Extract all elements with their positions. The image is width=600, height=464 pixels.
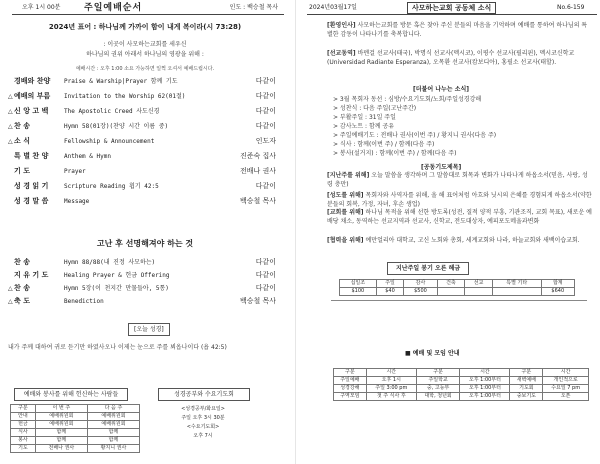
standing-mark-icon: △ xyxy=(8,123,13,130)
order-content: Healing Prayer & 헌금 Offering xyxy=(64,272,170,279)
servers-header-cell: 다 음 주 xyxy=(87,405,139,413)
prayer-text: 예만얼리아 대학교, 고신 노회와 총회, 세계교회와 나라, 하늘교회와 새백이습교회. xyxy=(365,237,580,244)
offering-header-cell: 선교 xyxy=(465,280,493,288)
share-item: > 3월 목회자 동선 : 심방/수요기도회/노회/주일성경강해 xyxy=(333,96,482,103)
order-row xyxy=(8,181,276,192)
prayer-head: [교회를 위해] xyxy=(327,209,364,216)
prayer-title: [공동기도제목] xyxy=(421,164,462,171)
offering-value-cell xyxy=(492,288,541,296)
prayer-item xyxy=(327,191,593,209)
share-item: > 감사노트 : 함께 공유 xyxy=(333,123,395,130)
verse-text: 내가 주께 대하여 귀로 듣기만 하였사오나 이제는 눈으로 주를 뵈옵나이다 (욥 42:5) xyxy=(8,344,227,351)
order-leader: 다같이 xyxy=(255,107,276,115)
order-title: 주일예배순서 xyxy=(84,3,143,13)
schedule-cell: 오후 1시 xyxy=(366,377,416,385)
order-leader: 다같이 xyxy=(255,258,276,266)
servers-cell: 황지니 권사 xyxy=(87,445,139,453)
welcome-head: [환영인사] xyxy=(327,22,356,29)
prayer-text: 오늘 말씀을 생각하며 그 말씀대로 회목과 변화가 나타나게 하옵소서(믿음, 사랑, 성령 충만) xyxy=(327,172,588,188)
servers-cell: 안내 xyxy=(11,413,36,421)
share-item: > 봉사(설거지) : 함께(이번 주) / 함께(다음 주) xyxy=(333,150,457,157)
servers-table xyxy=(10,404,140,453)
order-label: 지 유 기 도 xyxy=(14,271,49,279)
servers-row xyxy=(11,437,140,445)
prayer-head: [성도를 위해] xyxy=(327,192,364,199)
prayer-item xyxy=(327,236,593,245)
welcome-text: 사모하는교회를 방문 혹은 찾아 주신 분들의 마음을 기억하며 예배를 통하여 하나님의 특별한 감동이 나타나기를 축복합니다. xyxy=(327,22,588,38)
header-rule xyxy=(12,14,284,15)
order-label: 경배와 찬양 xyxy=(14,77,51,85)
offering-rule xyxy=(331,300,587,301)
servers-cell: 예배위원회 xyxy=(35,413,87,421)
servers-row xyxy=(11,413,140,421)
order-label: 신 앙 고 백 xyxy=(14,107,49,115)
service-time: 오후 1시 00분 xyxy=(22,4,61,11)
order-content: Hymn 5장(이 천지간 만물들아, 5통) xyxy=(64,285,169,292)
wednesday-prayer-label: <수요기도회> xyxy=(186,424,220,430)
standing-mark-icon: △ xyxy=(8,285,13,292)
order-content: Invitation to the Worship 62(01절) xyxy=(64,93,186,100)
order-leader: 다같이 xyxy=(255,77,276,85)
section2-title: 고난 후 선명해져야 하는 것 xyxy=(96,239,194,248)
mission-head: [선교동역] xyxy=(327,50,356,57)
prayer-head: [지난주를 위해] xyxy=(327,172,370,179)
wednesday-prayer-time: 오후 7시 xyxy=(193,433,213,439)
schedule-title-text: 예배 및 모임 안내 xyxy=(412,350,460,357)
share-item: > 식사 : 함께(이번 주) / 함께(다음 주) xyxy=(333,141,435,148)
offering-header-cell: 건축 xyxy=(437,280,465,288)
offering-value-cell: $500 xyxy=(404,288,437,296)
news-header xyxy=(303,2,600,14)
schedule-cell: 기도회 xyxy=(510,385,543,393)
order-content: Benediction xyxy=(64,298,104,305)
standing-mark-icon: △ xyxy=(8,108,13,115)
schedule-row xyxy=(334,377,589,385)
order-row xyxy=(8,166,276,177)
welcome-paragraph xyxy=(327,21,593,39)
right-page xyxy=(303,0,600,464)
offering-value-cell xyxy=(465,288,493,296)
standing-mark-icon: △ xyxy=(8,298,13,305)
servers-cell: 전배나 권사 xyxy=(35,445,87,453)
servers-row xyxy=(11,429,140,437)
offering-header-cell: 특별 기타 xyxy=(492,280,541,288)
order-label: 기 도 xyxy=(14,167,30,175)
schedule-header-cell: 구분 xyxy=(510,369,543,377)
offering-header-cell: 십일조 xyxy=(340,280,377,288)
order-row xyxy=(8,121,276,132)
order-content: Scripture Reading 휩기 42:5 xyxy=(64,183,159,190)
news-title: 사모하는교회 공동체 소식 xyxy=(407,2,496,14)
mission-text: 바멘걸 선교사(태국), 박명식 선교사(멕시코), 이평수 선교사(필리핀), 멕시코신학교(Universidad Radiante Esperanza), 오목환 선교사(캄보디아), 홍필소 선교사(태할). xyxy=(327,50,575,66)
schedule-row xyxy=(334,393,589,401)
servers-cell: 헌금 xyxy=(11,421,36,429)
share-item: > 주일예배기도 : 전배나 권사(이번 주) / 황지니 권사(다음 주) xyxy=(333,132,497,139)
order-row xyxy=(8,136,276,147)
schedule-header-cell: 시간 xyxy=(543,369,589,377)
schedule-cell: 주일예배 xyxy=(334,377,367,385)
order-header xyxy=(12,2,284,14)
order-row xyxy=(8,151,276,162)
servers-cell: 함께 xyxy=(35,437,87,445)
order-leader: 백승철 목사 xyxy=(239,297,276,305)
order-leader: 다같이 xyxy=(255,122,276,130)
schedule-cell: 오픈 xyxy=(543,393,589,401)
servers-cell: 함께 xyxy=(87,437,139,445)
servers-cell: 예배위원회 xyxy=(87,413,139,421)
schedule-title xyxy=(405,348,460,357)
offering-value-cell xyxy=(437,288,465,296)
schedule-cell: 오후 1:00부터 xyxy=(460,377,510,385)
order-label: 찬 송 xyxy=(14,122,30,130)
prayer-item xyxy=(327,208,593,226)
offering-value-cell: $40 xyxy=(376,288,404,296)
order-leader: 인도자 xyxy=(255,137,276,145)
offering-title: 지난주일 봉기 오른 헤금 xyxy=(387,262,469,275)
order-content: Praise & Warship|Prayer 함께 기도 xyxy=(64,78,178,85)
offering-header-cell: 합계 xyxy=(541,280,574,288)
schedule-cell: 중, 고등부 xyxy=(416,385,460,393)
prayer-meeting-info xyxy=(158,405,248,441)
order-label: 소 식 xyxy=(14,137,30,145)
order-row xyxy=(8,196,276,207)
servers-cell: 봉사 xyxy=(11,437,36,445)
order-content: Message xyxy=(64,198,90,205)
schedule-header-cell: 구분 xyxy=(416,369,460,377)
page-fold xyxy=(295,0,296,464)
servers-cell: 함께 xyxy=(35,429,87,437)
prayer-item xyxy=(327,171,593,189)
news-header-rule xyxy=(307,14,597,15)
offering-value-cell: $100 xyxy=(340,288,377,296)
schedule-header-cell: 시간 xyxy=(460,369,510,377)
prayer-meeting-title: 성경공부와 수요기도회 xyxy=(158,388,250,401)
order-row xyxy=(8,91,276,102)
schedule-header-cell: 구분 xyxy=(334,369,367,377)
schedule-table xyxy=(333,368,589,401)
servers-cell: 예배위원회 xyxy=(35,421,87,429)
order-label: 예배의 부름 xyxy=(14,92,51,100)
servers-row xyxy=(11,421,140,429)
schedule-header-cell: 시간 xyxy=(366,369,416,377)
servers-header-cell: 구분 xyxy=(11,405,36,413)
order-label: 찬 송 xyxy=(14,258,30,266)
order-row xyxy=(8,76,276,87)
order-content: The Apostolic Creed 사도신경 xyxy=(64,108,160,115)
order-leader: 전배나 권사 xyxy=(239,167,276,175)
schedule-bullet-icon: ■ xyxy=(405,350,413,357)
schedule-cell: 오후 1:00부터 xyxy=(460,385,510,393)
prayer-text: 하나님 목적을 위해 선한 방도록(성전, 질적 양적 부흥, 기관조직, 교회 목표), 새로운 예배당 채소, 동역하는 선교지역과 선교사, 신학교, 전도대상자, 예피포도메울과변화 xyxy=(327,209,592,225)
order-label: 찬 송 xyxy=(14,284,30,292)
schedule-cell: 대학, 청년회 xyxy=(416,393,460,401)
order-content: Anthem & Hymn xyxy=(64,153,111,160)
prayer-head: [협력을 위해] xyxy=(327,237,364,244)
order-leader: 다같이 xyxy=(255,182,276,190)
schedule-cell: 수요일 7 pm xyxy=(543,385,589,393)
servers-title: 예배와 봉사를 위해 헌신하는 사람들 xyxy=(14,388,128,401)
offering-header-cell: 주일 xyxy=(376,280,404,288)
prayer-text: 목회자와 사역자를 위해, 올 해 표어처럼 아흐와 닛시의 은혜를 경험되게 하옵소서(약한 분들의 회복, 가정, 자녀, 후손 생업) xyxy=(327,192,592,208)
standing-mark-icon: △ xyxy=(8,138,13,145)
service-leader: 인도 : 백승철 목사 xyxy=(229,4,278,11)
order-content: Hymn 58(01장)(찬양 시간 이름 중) xyxy=(64,123,169,130)
order-row xyxy=(8,283,276,294)
servers-row xyxy=(11,445,140,453)
standing-mark-icon: △ xyxy=(8,93,13,100)
servers-cell: 식사 xyxy=(11,429,36,437)
servers-cell: 예배위원회 xyxy=(87,421,139,429)
notice-line-2: 하나님의 권위 아래서 하나님의 영광을 위해 : xyxy=(86,51,204,58)
year-theme: 2024년 표어 : 하나님께 가까이 함이 내게 복이라(시 73:28) xyxy=(48,23,242,31)
order-leader: 다같이 xyxy=(255,284,276,292)
verse-title: [오늘 성경] xyxy=(128,323,170,336)
schedule-cell: 성경강해 xyxy=(334,385,367,393)
schedule-cell: 주일학교 xyxy=(416,377,460,385)
order-label: 성 경 말 씀 xyxy=(14,197,49,205)
bible-study-label: <성경공부/화요일> xyxy=(181,406,225,412)
schedule-cell: 구역모임 xyxy=(334,393,367,401)
offering-value-cell: $640 xyxy=(541,288,574,296)
order-label: 특 별 찬 양 xyxy=(14,152,49,160)
order-row xyxy=(8,106,276,117)
order-row xyxy=(8,270,276,281)
service-time-notice: 예배시간 : 오후 1:00 소요 가능하면 일찍 오셔서 예배드립시다. xyxy=(75,66,215,72)
left-page xyxy=(0,0,290,464)
bible-study-time: 주일 오후 3시 30분 xyxy=(181,415,225,421)
servers-header-cell: 이 번 주 xyxy=(35,405,87,413)
order-leader: 다같이 xyxy=(255,92,276,100)
servers-cell: 기도 xyxy=(11,445,36,453)
schedule-cell: 개인적으로 xyxy=(543,377,589,385)
order-row xyxy=(8,257,276,268)
order-leader: 진준숙 집사 xyxy=(239,152,276,160)
order-content: Hymn 88/88(내 진정 사모하는) xyxy=(64,259,156,266)
schedule-row xyxy=(334,385,589,393)
share-item: > 성찬식 : 다음 주일(고난주간) xyxy=(333,105,417,112)
order-leader: 백승철 목사 xyxy=(239,197,276,205)
schedule-cell: 첫 주 식사 후 xyxy=(366,393,416,401)
servers-cell: 함께 xyxy=(87,429,139,437)
offering-table xyxy=(339,279,575,296)
mission-paragraph xyxy=(327,49,593,67)
order-label: 성 경 읽 기 xyxy=(14,182,49,190)
order-label: 축 도 xyxy=(14,297,30,305)
order-content: Prayer xyxy=(64,168,86,175)
bulletin-date: 2024년03월17일 xyxy=(309,4,357,11)
share-item: > 부활주일 : 31일 주일 xyxy=(333,114,396,121)
schedule-cell: 중보기도 xyxy=(510,393,543,401)
offering-header-cell: 감사 xyxy=(404,280,437,288)
order-content: Fellowship & Announcement xyxy=(64,138,155,145)
bulletin-number: No.6-159 xyxy=(557,4,585,11)
schedule-cell: 주일 3:00 pm xyxy=(366,385,416,393)
share-title: [더불어 나누는 소식] xyxy=(413,86,470,93)
order-leader: 다같이 xyxy=(255,271,276,279)
schedule-cell: 새벽예배 xyxy=(510,377,543,385)
notice-line-1: : 이곳이 사모하는교회를 세우신 xyxy=(103,41,187,48)
schedule-cell: 오후 1:00부터 xyxy=(460,393,510,401)
order-row xyxy=(8,296,276,307)
